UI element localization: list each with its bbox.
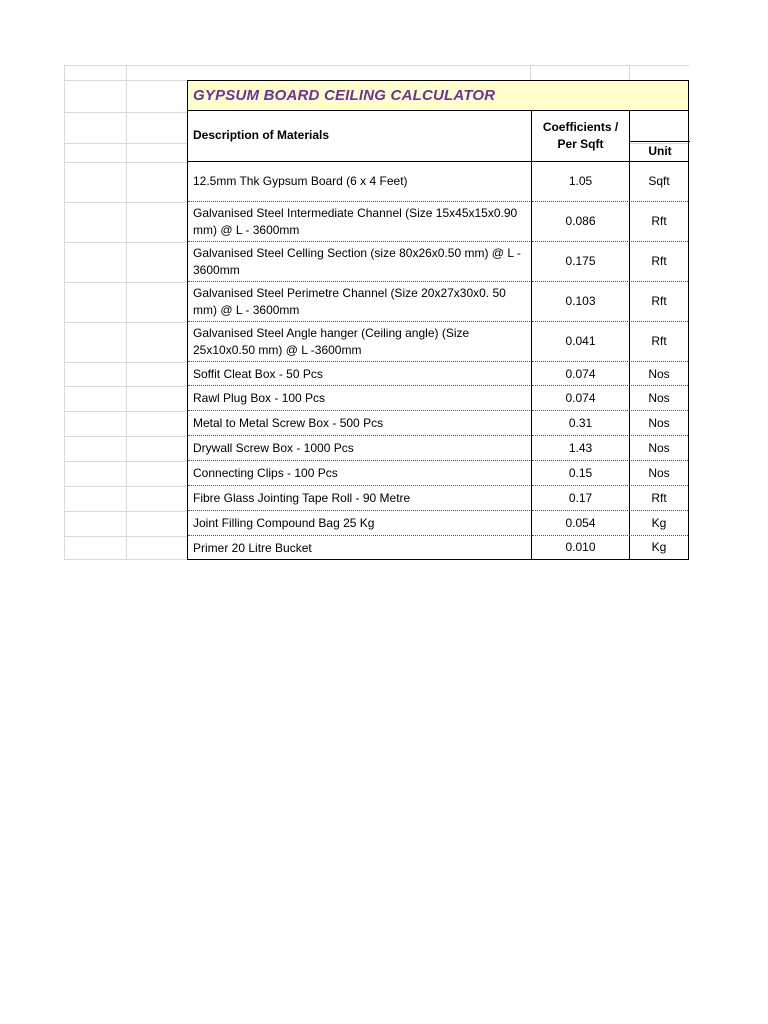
coefficient-value: 0.074 [565,391,596,405]
material-description[interactable]: Galvanised Steel Perimetre Channel (Size 20x27x30x0. 50 mm) @ L - 3600mm [193,286,506,317]
material-description[interactable]: Joint Filling Compound Bag 25 Kg [193,516,375,530]
table-row [187,461,689,486]
unit-value: Rft [651,254,667,268]
table-row [187,322,689,362]
unit-cell[interactable] [630,386,688,411]
coefficient-value: 0.15 [568,466,593,480]
material-description[interactable]: Metal to Metal Screw Box - 500 Pcs [193,416,384,430]
unit-value: Nos [648,367,670,381]
unit-value: Rft [651,214,667,228]
column-header-unit[interactable]: Unit [630,141,690,161]
material-description[interactable]: Drywall Screw Box - 1000 Pcs [193,441,354,455]
unit-cell[interactable] [630,536,688,559]
unit-value: Nos [648,416,670,430]
material-description[interactable]: Soffit Cleat Box - 50 Pcs [193,367,323,381]
unit-cell[interactable] [630,411,688,436]
coefficient-value: 0.175 [565,254,596,268]
table-row [187,536,689,559]
unit-value: Sqft [648,174,670,188]
coefficient-cell[interactable] [531,511,630,536]
material-rows [187,162,689,559]
coefficient-value: 0.054 [565,516,596,530]
sheet-title: GYPSUM BOARD CEILING CALCULATOR [193,87,496,104]
coefficient-header-line1: Coefficients / [542,120,619,134]
table-row [187,386,689,411]
coefficient-cell[interactable] [531,461,630,486]
coefficient-header-line2: Per Sqft [557,137,604,151]
material-description[interactable]: Galvanised Steel Intermediate Channel (Size 15x45x15x0.90 mm) @ L - 3600mm [193,206,518,237]
title-cell[interactable] [187,80,689,111]
coefficient-value: 0.31 [568,416,593,430]
unit-cell[interactable] [630,436,688,461]
unit-value: Nos [648,441,670,455]
unit-value: Kg [651,540,667,554]
table-row [187,486,689,511]
coefficient-value: 1.43 [568,441,593,455]
material-description[interactable]: Galvanised Steel Celling Section (size 80x26x0.50 mm) @ L - 3600mm [193,246,521,277]
column-header-description[interactable]: Description of Materials [193,128,330,142]
coefficient-value: 0.17 [568,491,593,505]
column-header-coefficient[interactable] [531,111,630,161]
coefficient-value: 0.010 [565,540,596,554]
coefficient-cell[interactable] [531,411,630,436]
material-description[interactable]: 12.5mm Thk Gypsum Board (6 x 4 Feet) [193,174,408,188]
coefficient-cell[interactable] [531,322,630,362]
coefficient-value: 0.103 [565,294,596,308]
material-description[interactable]: Rawl Plug Box - 100 Pcs [193,391,326,405]
unit-value: Nos [648,466,670,480]
coefficient-value: 0.074 [565,367,596,381]
unit-value: Rft [651,491,667,505]
coefficient-cell[interactable] [531,436,630,461]
table-row [187,242,689,282]
coefficient-cell[interactable] [531,362,630,386]
table-row [187,162,689,202]
table-row [187,511,689,536]
material-description[interactable]: Galvanised Steel Angle hanger (Ceiling angle) (Size 25x10x0.50 mm) @ L -3600mm [193,326,470,357]
table-row [187,436,689,461]
unit-value: Nos [648,391,670,405]
coefficient-cell[interactable] [531,162,630,202]
table-row [187,411,689,436]
unit-value: Kg [651,516,667,530]
unit-value: Rft [651,334,667,348]
unit-cell[interactable] [630,461,688,486]
unit-cell[interactable] [630,322,688,362]
table-row [187,282,689,322]
coefficient-cell[interactable] [531,242,630,282]
unit-cell[interactable] [630,202,688,242]
material-description[interactable]: Primer 20 Litre Bucket [193,541,312,555]
unit-cell[interactable] [630,162,688,202]
table-row [187,362,689,386]
unit-cell[interactable] [630,242,688,282]
coefficient-cell[interactable] [531,386,630,411]
material-description[interactable]: Fibre Glass Jointing Tape Roll - 90 Metre [193,491,411,505]
coefficient-value: 1.05 [568,174,593,188]
unit-cell[interactable] [630,511,688,536]
coefficient-cell[interactable] [531,486,630,511]
coefficient-cell[interactable] [531,536,630,559]
material-description[interactable]: Connecting Clips - 100 Pcs [193,466,338,480]
table-bottom-border [187,559,689,560]
unit-cell[interactable] [630,282,688,322]
unit-cell[interactable] [630,486,688,511]
coefficient-value: 0.041 [565,334,596,348]
header-row [187,111,689,161]
coefficient-cell[interactable] [531,282,630,322]
unit-cell[interactable] [630,362,688,386]
coefficient-cell[interactable] [531,202,630,242]
coefficient-value: 0.086 [565,214,596,228]
unit-value: Rft [651,294,667,308]
table-row [187,202,689,242]
